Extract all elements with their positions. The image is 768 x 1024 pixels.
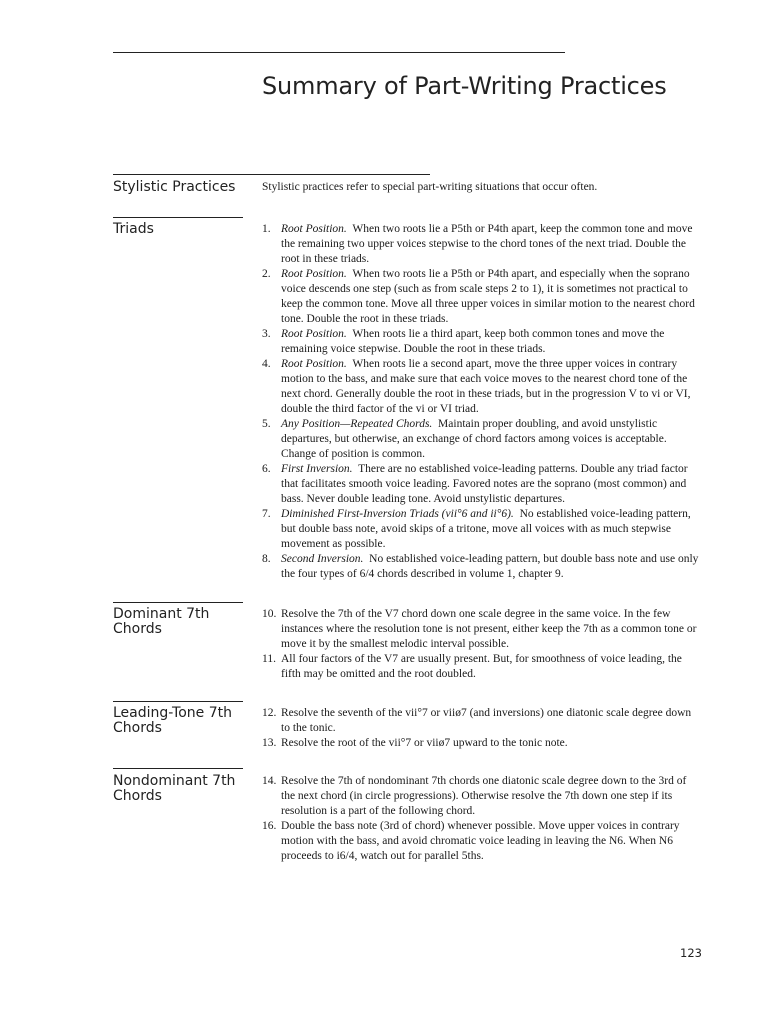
list-item xyxy=(262,222,702,267)
item-number: 13. xyxy=(262,737,277,749)
section-rule-leading7 xyxy=(113,701,243,702)
triads-list xyxy=(262,222,702,582)
list-item xyxy=(262,819,702,864)
item-lead: Second Inversion. xyxy=(281,553,364,565)
list-item xyxy=(262,507,702,552)
section-rule-dominant7 xyxy=(113,602,243,603)
section-heading-dominant7: Dominant 7th Chords xyxy=(113,606,210,637)
list-item xyxy=(262,417,702,462)
item-number: 2. xyxy=(262,268,271,280)
list-item xyxy=(262,327,702,357)
top-rule xyxy=(113,52,565,53)
item-text: When two roots lie a P5th or P4th apart, keep the common tone and move the remaining two upper voices stepwise to the chord tones of the next triad. Double the root in these triads. xyxy=(281,223,693,265)
section-rule-triads xyxy=(113,217,243,218)
item-text: Resolve the 7th of nondominant 7th chords one diatonic scale degree down to the 3rd of the next chord (in circle progressions). Otherwise resolve the 7th down one step if its resolution is a part of the following chord. xyxy=(281,775,687,817)
item-text: Double the bass note (3rd of chord) whenever possible. Move upper voices in contrary motion with the bass, and avoid chromatic voice leading in leaving the N6. When N6 proceeds to i6/4, watch out for parallel 5ths. xyxy=(281,820,680,862)
page-title: Summary of Part-Writing Practices xyxy=(262,72,667,100)
list-item xyxy=(262,774,702,819)
list-item xyxy=(262,267,702,327)
nondominant7-list xyxy=(262,774,702,864)
item-number: 14. xyxy=(262,775,277,787)
item-number: 11. xyxy=(262,653,276,665)
list-item xyxy=(262,706,702,736)
item-text: When roots lie a second apart, move the three upper voices in contrary motion to the bass, and make sure that each voice moves to the nearest chord tone of the next chord. Generally double the root in these triads, but in the progression V to vi or VI, double the third factor of the vi or VI triad. xyxy=(281,358,691,415)
item-number: 6. xyxy=(262,463,271,475)
item-number: 1. xyxy=(262,223,271,235)
item-text: There are no established voice-leading patterns. Double any triad factor that facilitates smooth voice leading. Favored notes are the soprano (most common) and bass. Never double leading tone. Avoid unstylistic departures. xyxy=(281,463,688,505)
item-text: All four factors of the V7 are usually present. But, for smoothness of voice leading, the fifth may be omitted and the root doubled. xyxy=(281,653,682,680)
item-number: 3. xyxy=(262,328,271,340)
item-text: Resolve the 7th of the V7 chord down one scale degree in the same voice. In the few instances where the resolution tone is not present, either keep the 7th as a common tone or move it by the smallest melodic interval possible. xyxy=(281,608,697,650)
leading7-list xyxy=(262,706,702,751)
section-heading-nondominant7: Nondominant 7th Chords xyxy=(113,773,236,804)
list-item xyxy=(262,652,702,682)
item-number: 7. xyxy=(262,508,271,520)
stylistic-intro-text: Stylistic practices refer to special part-writing situations that occur often. xyxy=(262,181,598,193)
list-item xyxy=(262,552,702,582)
list-item xyxy=(262,462,702,507)
item-number: 4. xyxy=(262,358,271,370)
page-number: 123 xyxy=(680,946,702,960)
item-lead: Root Position. xyxy=(281,268,347,280)
item-lead: Root Position. xyxy=(281,223,347,235)
list-item xyxy=(262,357,702,417)
item-text: Maintain proper doubling, and avoid unstylistic departures, but otherwise, an exchange of chord factors among voices is acceptable. Change of position is common. xyxy=(281,418,667,460)
item-number: 16. xyxy=(262,820,277,832)
item-lead: Any Position—Repeated Chords. xyxy=(281,418,433,430)
list-item xyxy=(262,736,702,751)
item-text: No established voice-leading pattern, but double bass note and use only the four types of 6/4 chords described in volume 1, chapter 9. xyxy=(281,553,699,580)
item-number: 10. xyxy=(262,608,277,620)
item-lead: Diminished First-Inversion Triads (vii°6 and ii°6). xyxy=(281,508,514,520)
item-text: When two roots lie a P5th or P4th apart, and especially when the soprano voice descends one step (such as from scale steps 2 to 1), it is sometimes not practical to keep the common tone. Move all three upper voices in similar motion to the nearest chord tone. Double the root in these triads. xyxy=(281,268,695,325)
section-heading-stylistic: Stylistic Practices xyxy=(113,179,236,195)
section-heading-triads: Triads xyxy=(113,221,154,237)
section-rule-stylistic xyxy=(113,174,430,175)
item-number: 12. xyxy=(262,707,277,719)
item-text: No established voice-leading pattern, but double bass note, avoid skips of a tritone, move all voices with as much stepwise movement as possible. xyxy=(281,508,691,550)
item-lead: Root Position. xyxy=(281,358,347,370)
list-item xyxy=(262,607,702,652)
item-lead: Root Position. xyxy=(281,328,347,340)
item-text: When roots lie a third apart, keep both common tones and move the remaining voice stepwise. Double the root in these triads. xyxy=(281,328,665,355)
item-number: 8. xyxy=(262,553,271,565)
item-lead: First Inversion. xyxy=(281,463,353,475)
section-heading-leading7: Leading-Tone 7th Chords xyxy=(113,705,232,736)
item-text: Resolve the seventh of the vii°7 or viiø7 (and inversions) one diatonic scale degree down to the tonic. xyxy=(281,707,692,734)
item-number: 5. xyxy=(262,418,271,430)
section-rule-nondominant7 xyxy=(113,768,243,769)
item-text: Resolve the root of the vii°7 or viiø7 upward to the tonic note. xyxy=(281,737,568,749)
dominant7-list xyxy=(262,607,702,682)
